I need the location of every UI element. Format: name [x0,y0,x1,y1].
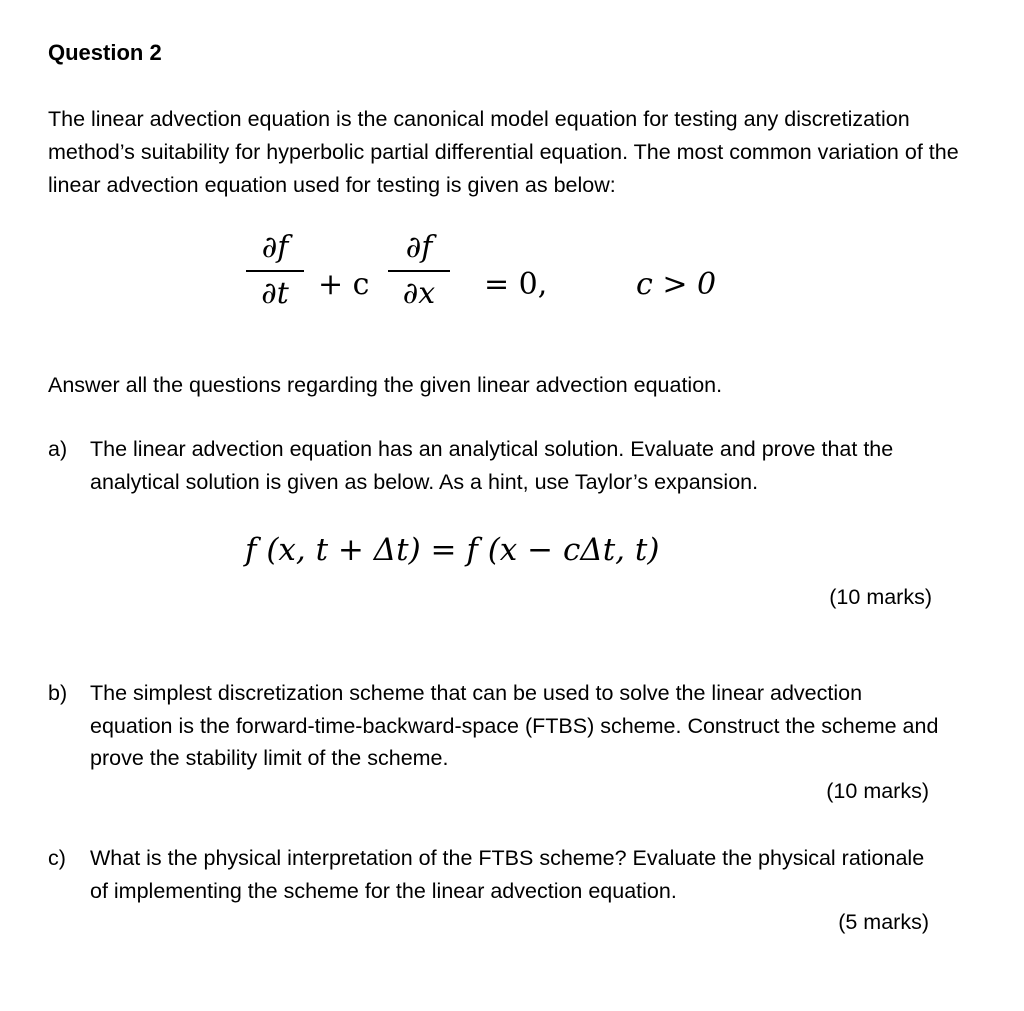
part-c-label: c) [48,846,66,870]
part-b [48,677,948,775]
part-a [48,433,948,498]
equals-zero: = 0, [484,267,548,302]
numerator-df: ∂f [405,230,433,265]
instruction-text: Answer all the questions regarding the given linear advection equation. [48,373,723,397]
space-derivative-fraction [388,229,450,313]
numerator-df: ∂f [261,230,289,265]
analytical-solution: f (x, t + Δt) = f (x − cΔt, t) [245,532,660,568]
question-title: Question 2 [48,40,162,65]
denominator-dt: ∂t [261,276,289,311]
plus-c-term: + c [318,267,370,302]
part-b-label: b) [48,681,68,705]
part-b-text: The simplest discretization scheme that can be used to solve the linear advection equation is the forward-time-backward-space (FTBS) scheme. Construct the scheme and prove the stability limit of the scheme. [90,681,939,770]
condition-c-positive: c > 0 [636,267,717,302]
part-c-text: What is the physical interpretation of the FTBS scheme? Evaluate the physical rationale of implementing the scheme for the linear advection equation. [90,846,925,903]
question-intro: The linear advection equation is the canonical model equation for testing any discretization method’s suitability for hyperbolic partial differential equation. The most common variation of the linear advection equation used for testing is given as below: [48,107,959,197]
denominator-dx: ∂x [402,276,436,311]
part-c [48,842,948,907]
fraction-bar [246,270,304,272]
part-a-marks: (10 marks) [829,585,932,609]
part-c-marks: (5 marks) [838,910,929,934]
fraction-bar [388,270,450,272]
time-derivative-fraction [246,229,304,313]
part-a-text: The linear advection equation has an analytical solution. Evaluate and prove that the analytical solution is given as below. As a hint, use Taylor’s expansion. [90,437,894,494]
part-b-marks: (10 marks) [826,779,929,803]
part-a-label: a) [48,437,68,461]
